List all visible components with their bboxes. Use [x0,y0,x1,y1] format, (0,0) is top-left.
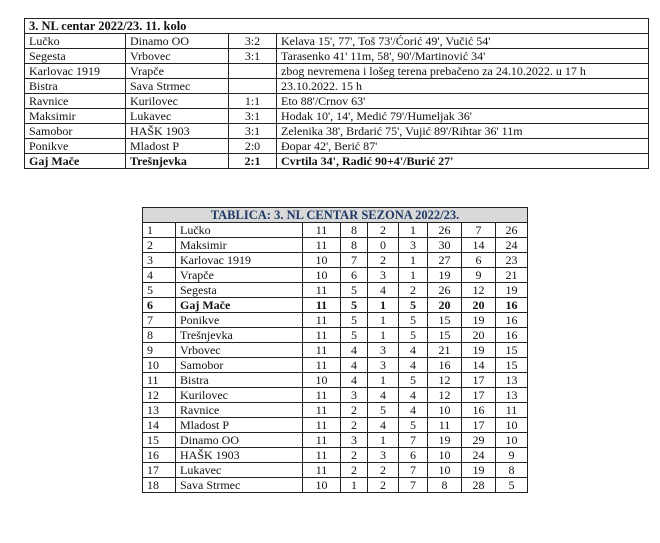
played: 11 [303,448,341,463]
position: 5 [143,283,176,298]
losses: 7 [399,463,428,478]
losses: 5 [399,298,428,313]
goals-against: 17 [462,418,496,433]
position: 13 [143,403,176,418]
played: 11 [303,313,341,328]
points: 21 [496,268,528,283]
played: 11 [303,223,341,238]
standings-row [143,418,528,433]
team-name: Ravnice [176,403,303,418]
draws: 1 [368,328,399,343]
goals-for: 15 [428,328,462,343]
goals-for: 10 [428,403,462,418]
points: 26 [496,223,528,238]
losses: 1 [399,253,428,268]
position: 11 [143,373,176,388]
position: 15 [143,433,176,448]
wins: 5 [341,328,368,343]
standings-table [142,207,528,493]
goals-against: 24 [462,448,496,463]
team-name: Samobor [176,358,303,373]
wins: 4 [341,373,368,388]
away-team: Trešnjevka [126,154,229,169]
standings-row [143,283,528,298]
team-name: Ponikve [176,313,303,328]
points: 10 [496,433,528,448]
losses: 7 [399,433,428,448]
position: 4 [143,268,176,283]
goals-against: 7 [462,223,496,238]
standings-row [143,268,528,283]
goals-against: 29 [462,433,496,448]
position: 12 [143,388,176,403]
match-score: 1:1 [229,94,277,109]
match-row [25,109,649,124]
goals-for: 12 [428,388,462,403]
team-name: Mladost P [176,418,303,433]
played: 11 [303,343,341,358]
points: 8 [496,463,528,478]
match-score: 3:1 [229,49,277,64]
losses: 3 [399,238,428,253]
standings-row [143,448,528,463]
goals-for: 10 [428,463,462,478]
goals-for: 20 [428,298,462,313]
draws: 1 [368,433,399,448]
home-team: Maksimir [25,109,126,124]
goals-against: 20 [462,298,496,313]
home-team: Bistra [25,79,126,94]
team-name: Segesta [176,283,303,298]
goals-for: 19 [428,268,462,283]
points: 24 [496,238,528,253]
points: 15 [496,358,528,373]
position: 18 [143,478,176,493]
played: 11 [303,388,341,403]
draws: 2 [368,463,399,478]
match-row [25,79,649,94]
goals-for: 19 [428,433,462,448]
goals-for: 12 [428,373,462,388]
standings-title: TABLICA: 3. NL CENTAR SEZONA 2022/23. [143,208,528,223]
points: 16 [496,298,528,313]
match-row [25,139,649,154]
wins: 3 [341,433,368,448]
match-info: Tarasenko 41' 11m, 58', 90'/Martinović 34' [277,49,649,64]
match-score: 2:1 [229,154,277,169]
draws: 0 [368,238,399,253]
standings-row [143,343,528,358]
losses: 5 [399,328,428,343]
away-team: HAŠK 1903 [126,124,229,139]
draws: 1 [368,313,399,328]
draws: 1 [368,373,399,388]
away-team: Sava Strmec [126,79,229,94]
wins: 2 [341,448,368,463]
team-name: Vrapče [176,268,303,283]
points: 11 [496,403,528,418]
position: 17 [143,463,176,478]
points: 16 [496,328,528,343]
away-team: Dinamo OO [126,34,229,49]
goals-against: 28 [462,478,496,493]
draws: 3 [368,343,399,358]
played: 10 [303,268,341,283]
goals-against: 16 [462,403,496,418]
match-score: 3:2 [229,34,277,49]
losses: 4 [399,343,428,358]
draws: 2 [368,253,399,268]
away-team: Vrapče [126,64,229,79]
team-name: Kurilovec [176,388,303,403]
standings-row [143,463,528,478]
away-team: Vrbovec [126,49,229,64]
goals-against: 20 [462,328,496,343]
team-name: Gaj Mače [176,298,303,313]
standings-row [143,238,528,253]
goals-for: 30 [428,238,462,253]
standings-row [143,433,528,448]
losses: 1 [399,268,428,283]
position: 8 [143,328,176,343]
draws: 2 [368,223,399,238]
wins: 3 [341,388,368,403]
wins: 2 [341,463,368,478]
match-info: Eto 88'/Crnov 63' [277,94,649,109]
goals-against: 6 [462,253,496,268]
match-info: Kelava 15', 77', Toš 73'/Ćorić 49', Vučić 54' [277,34,649,49]
wins: 7 [341,253,368,268]
played: 11 [303,238,341,253]
points: 10 [496,418,528,433]
wins: 5 [341,298,368,313]
standings-row [143,328,528,343]
match-row [25,64,649,79]
match-info: Đopar 42', Berić 87' [277,139,649,154]
goals-for: 11 [428,418,462,433]
goals-for: 26 [428,223,462,238]
goals-for: 8 [428,478,462,493]
goals-for: 15 [428,313,462,328]
home-team: Ponikve [25,139,126,154]
draws: 5 [368,403,399,418]
draws: 4 [368,418,399,433]
wins: 1 [341,478,368,493]
match-score: 3:1 [229,124,277,139]
standings-row [143,403,528,418]
away-team: Lukavec [126,109,229,124]
wins: 4 [341,358,368,373]
position: 9 [143,343,176,358]
team-name: Karlovac 1919 [176,253,303,268]
match-info: zbog nevremena i lošeg terena prebačeno za 24.10.2022. u 17 h [277,64,649,79]
played: 11 [303,283,341,298]
goals-for: 21 [428,343,462,358]
away-team: Mladost P [126,139,229,154]
match-score [229,79,277,94]
match-results-table [24,18,649,169]
position: 1 [143,223,176,238]
results-title: 3. NL centar 2022/23. 11. kolo [25,19,649,34]
played: 11 [303,403,341,418]
team-name: Lukavec [176,463,303,478]
losses: 4 [399,358,428,373]
goals-for: 16 [428,358,462,373]
points: 5 [496,478,528,493]
points: 13 [496,388,528,403]
losses: 6 [399,448,428,463]
match-info: Zelenika 38', Brdarić 75', Vujić 89'/Rihtar 36' 11m [277,124,649,139]
match-row [25,34,649,49]
draws: 1 [368,298,399,313]
team-name: Sava Strmec [176,478,303,493]
points: 16 [496,313,528,328]
draws: 4 [368,388,399,403]
goals-against: 12 [462,283,496,298]
wins: 8 [341,223,368,238]
match-row [25,49,649,64]
home-team: Segesta [25,49,126,64]
position: 7 [143,313,176,328]
position: 10 [143,358,176,373]
match-row [25,94,649,109]
team-name: Dinamo OO [176,433,303,448]
match-score [229,64,277,79]
goals-for: 26 [428,283,462,298]
standings-row [143,373,528,388]
losses: 4 [399,388,428,403]
losses: 1 [399,223,428,238]
standings-row [143,313,528,328]
team-name: Lučko [176,223,303,238]
goals-against: 17 [462,373,496,388]
wins: 5 [341,283,368,298]
losses: 5 [399,373,428,388]
points: 23 [496,253,528,268]
position: 14 [143,418,176,433]
points: 19 [496,283,528,298]
losses: 2 [399,283,428,298]
draws: 4 [368,283,399,298]
team-name: Trešnjevka [176,328,303,343]
played: 11 [303,298,341,313]
goals-against: 19 [462,313,496,328]
match-info: 23.10.2022. 15 h [277,79,649,94]
draws: 2 [368,478,399,493]
wins: 2 [341,418,368,433]
played: 11 [303,433,341,448]
goals-against: 14 [462,358,496,373]
standings-row [143,388,528,403]
played: 10 [303,478,341,493]
wins: 2 [341,403,368,418]
losses: 4 [399,403,428,418]
match-row [25,154,649,169]
played: 10 [303,253,341,268]
match-info: Hodak 10', 14', Medić 79'/Humeljak 36' [277,109,649,124]
goals-for: 27 [428,253,462,268]
standings-row [143,478,528,493]
position: 16 [143,448,176,463]
team-name: Bistra [176,373,303,388]
played: 11 [303,418,341,433]
goals-against: 19 [462,463,496,478]
losses: 5 [399,313,428,328]
standings-row [143,223,528,238]
wins: 8 [341,238,368,253]
match-row [25,124,649,139]
goals-for: 10 [428,448,462,463]
home-team: Samobor [25,124,126,139]
home-team: Karlovac 1919 [25,64,126,79]
played: 11 [303,463,341,478]
goals-against: 17 [462,388,496,403]
losses: 7 [399,478,428,493]
results-title-row [25,19,649,34]
standings-row [143,358,528,373]
standings-row [143,253,528,268]
points: 9 [496,448,528,463]
team-name: HAŠK 1903 [176,448,303,463]
wins: 5 [341,313,368,328]
away-team: Kurilovec [126,94,229,109]
goals-against: 9 [462,268,496,283]
goals-against: 14 [462,238,496,253]
points: 15 [496,343,528,358]
draws: 3 [368,358,399,373]
draws: 3 [368,268,399,283]
position: 6 [143,298,176,313]
match-score: 3:1 [229,109,277,124]
goals-against: 19 [462,343,496,358]
home-team: Ravnice [25,94,126,109]
match-info: Cvrtila 34', Radić 90+4'/Burić 27' [277,154,649,169]
played: 11 [303,328,341,343]
home-team: Lučko [25,34,126,49]
standings-header-row [143,208,528,223]
losses: 5 [399,418,428,433]
team-name: Vrbovec [176,343,303,358]
points: 13 [496,373,528,388]
wins: 4 [341,343,368,358]
played: 11 [303,358,341,373]
standings-row [143,298,528,313]
wins: 6 [341,268,368,283]
draws: 3 [368,448,399,463]
match-score: 2:0 [229,139,277,154]
team-name: Maksimir [176,238,303,253]
home-team: Gaj Mače [25,154,126,169]
played: 10 [303,373,341,388]
position: 2 [143,238,176,253]
position: 3 [143,253,176,268]
